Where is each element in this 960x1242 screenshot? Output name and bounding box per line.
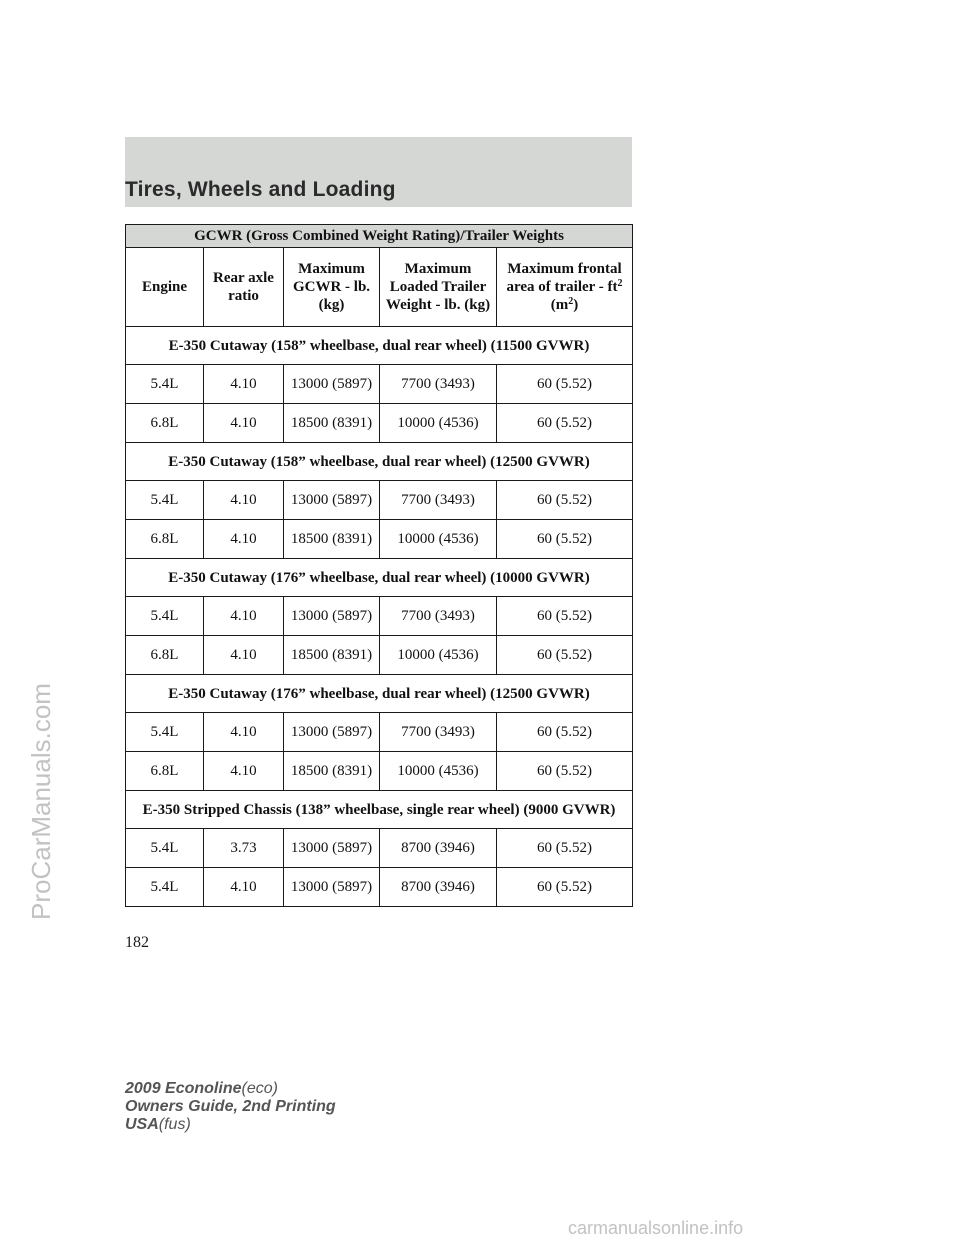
table-row xyxy=(126,636,633,675)
gcwr-table xyxy=(125,224,633,907)
header-max-trailer-weight: Maximum Loaded Trailer Weight - lb. (kg) xyxy=(380,248,497,327)
table-row xyxy=(126,752,633,791)
footer-model-line xyxy=(125,1080,336,1098)
group-label: E-350 Cutaway (158” wheelbase, dual rear wheel) (11500 GVWR) xyxy=(126,327,633,365)
footer-model: 2009 Econoline xyxy=(125,1080,242,1097)
frontal-area-cell: 60 (5.52) xyxy=(497,713,633,752)
gcwr-cell: 13000 (5897) xyxy=(284,868,380,907)
side-watermark: ProCarManuals.com xyxy=(26,683,56,920)
trailer-weight-cell: 8700 (3946) xyxy=(380,868,497,907)
axle-ratio-cell: 4.10 xyxy=(204,636,284,675)
table-row xyxy=(126,829,633,868)
trailer-weight-cell: 7700 (3493) xyxy=(380,365,497,404)
gcwr-cell: 13000 (5897) xyxy=(284,597,380,636)
group-label: E-350 Cutaway (176” wheelbase, dual rear wheel) (12500 GVWR) xyxy=(126,675,633,713)
trailer-weight-cell: 7700 (3493) xyxy=(380,597,497,636)
page-number: 182 xyxy=(125,934,149,951)
frontal-area-cell: 60 (5.52) xyxy=(497,636,633,675)
header-area-superscript: 2 xyxy=(617,278,623,289)
engine-cell: 5.4L xyxy=(126,365,204,404)
footer-guide-line xyxy=(125,1098,336,1116)
group-label: E-350 Cutaway (176” wheelbase, dual rear wheel) (10000 GVWR) xyxy=(126,559,633,597)
frontal-area-cell: 60 (5.52) xyxy=(497,868,633,907)
trailer-weight-cell: 8700 (3946) xyxy=(380,829,497,868)
footer-market: USA xyxy=(125,1116,159,1133)
table-row xyxy=(126,404,633,443)
table-body xyxy=(126,327,633,907)
trailer-weight-cell: 10000 (4536) xyxy=(380,520,497,559)
trailer-weight-cell: 7700 (3493) xyxy=(380,481,497,520)
engine-cell: 6.8L xyxy=(126,404,204,443)
bottom-watermark: carmanualsonline.info xyxy=(568,1218,744,1238)
group-row xyxy=(126,675,633,713)
table-row xyxy=(126,868,633,907)
table-row xyxy=(126,481,633,520)
engine-cell: 6.8L xyxy=(126,636,204,675)
frontal-area-cell: 60 (5.52) xyxy=(497,365,633,404)
axle-ratio-cell: 4.10 xyxy=(204,713,284,752)
group-row xyxy=(126,559,633,597)
frontal-area-cell: 60 (5.52) xyxy=(497,404,633,443)
engine-cell: 5.4L xyxy=(126,481,204,520)
trailer-weight-cell: 10000 (4536) xyxy=(380,752,497,791)
header-area-metric-open: (m xyxy=(550,297,569,313)
document-footer xyxy=(125,1080,336,1134)
header-axle-ratio: Rear axle ratio xyxy=(204,248,284,327)
engine-cell: 5.4L xyxy=(126,597,204,636)
gcwr-cell: 18500 (8391) xyxy=(284,752,380,791)
table-row xyxy=(126,520,633,559)
footer-market-line xyxy=(125,1116,336,1134)
frontal-area-cell: 60 (5.52) xyxy=(497,481,633,520)
frontal-area-cell: 60 (5.52) xyxy=(497,520,633,559)
gcwr-cell: 13000 (5897) xyxy=(284,481,380,520)
axle-ratio-cell: 4.10 xyxy=(204,404,284,443)
trailer-weight-cell: 7700 (3493) xyxy=(380,713,497,752)
engine-cell: 5.4L xyxy=(126,713,204,752)
axle-ratio-cell: 4.10 xyxy=(204,868,284,907)
group-label: E-350 Stripped Chassis (138” wheelbase, single rear wheel) (9000 GVWR) xyxy=(126,791,633,829)
engine-cell: 6.8L xyxy=(126,752,204,791)
gcwr-cell: 13000 (5897) xyxy=(284,713,380,752)
engine-cell: 5.4L xyxy=(126,829,204,868)
engine-cell: 5.4L xyxy=(126,868,204,907)
frontal-area-cell: 60 (5.52) xyxy=(497,829,633,868)
table-row xyxy=(126,365,633,404)
table-row xyxy=(126,713,633,752)
axle-ratio-cell: 3.73 xyxy=(204,829,284,868)
axle-ratio-cell: 4.10 xyxy=(204,481,284,520)
frontal-area-cell: 60 (5.52) xyxy=(497,752,633,791)
group-row xyxy=(126,791,633,829)
gcwr-cell: 13000 (5897) xyxy=(284,365,380,404)
table-title: GCWR (Gross Combined Weight Rating)/Trailer Weights xyxy=(126,225,633,248)
gcwr-table-container xyxy=(125,224,632,907)
footer-guide: Owners Guide, 2nd Printing xyxy=(125,1098,336,1115)
footer-market-code: (fus) xyxy=(158,1116,191,1133)
header-area-text: Maximum frontal area of trailer - ft xyxy=(506,261,622,295)
header-max-gcwr: Maximum GCWR - lb. (kg) xyxy=(284,248,380,327)
header-area-metric-superscript: 2 xyxy=(568,296,574,307)
gcwr-cell: 18500 (8391) xyxy=(284,636,380,675)
gcwr-cell: 18500 (8391) xyxy=(284,404,380,443)
table-row xyxy=(126,597,633,636)
axle-ratio-cell: 4.10 xyxy=(204,520,284,559)
gcwr-cell: 18500 (8391) xyxy=(284,520,380,559)
section-title: Tires, Wheels and Loading xyxy=(125,178,396,201)
trailer-weight-cell: 10000 (4536) xyxy=(380,636,497,675)
axle-ratio-cell: 4.10 xyxy=(204,597,284,636)
trailer-weight-cell: 10000 (4536) xyxy=(380,404,497,443)
header-engine: Engine xyxy=(126,248,204,327)
gcwr-cell: 13000 (5897) xyxy=(284,829,380,868)
axle-ratio-cell: 4.10 xyxy=(204,365,284,404)
engine-cell: 6.8L xyxy=(126,520,204,559)
group-row xyxy=(126,443,633,481)
group-label: E-350 Cutaway (158” wheelbase, dual rear wheel) (12500 GVWR) xyxy=(126,443,633,481)
group-row xyxy=(126,327,633,365)
axle-ratio-cell: 4.10 xyxy=(204,752,284,791)
frontal-area-cell: 60 (5.52) xyxy=(497,597,633,636)
header-max-frontal-area xyxy=(497,248,633,327)
header-area-metric-close: ) xyxy=(573,297,579,313)
footer-model-code: (eco) xyxy=(241,1080,278,1097)
